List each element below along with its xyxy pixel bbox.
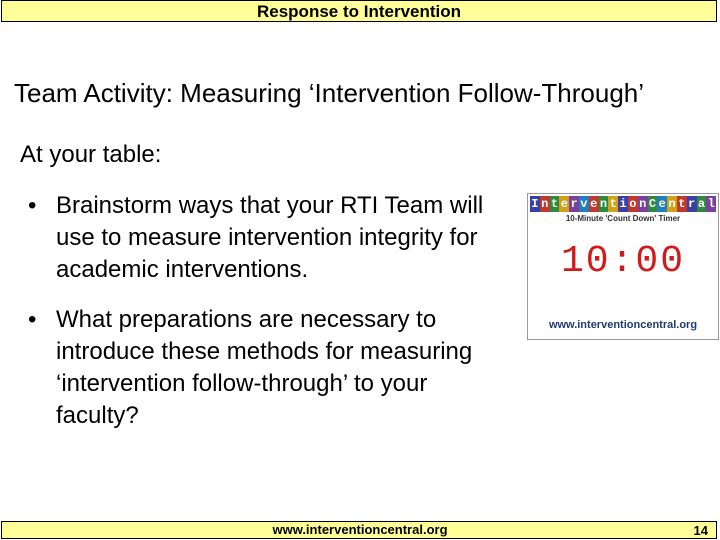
timer-url: www.interventioncentral.org: [548, 319, 698, 331]
logo-letter: e: [560, 197, 568, 211]
logo-letter: n: [541, 197, 549, 211]
logo-letter: I: [531, 197, 539, 211]
logo-letter: e: [590, 197, 598, 211]
logo-letter: l: [707, 197, 715, 211]
logo-letter: r: [570, 197, 578, 211]
header-bar: [1, 0, 717, 22]
list-item: [28, 304, 476, 432]
bullet-list: [28, 190, 498, 432]
logo-letter: o: [629, 197, 637, 211]
logo-letter: t: [609, 197, 617, 211]
header-title: Response to Intervention: [256, 2, 462, 21]
bullet-text: Brainstorm ways that your RTI Team will use to measure intervention integrity for academic interventions.: [56, 192, 484, 283]
logo-letter: C: [648, 197, 657, 211]
list-item: [28, 190, 498, 286]
footer-url: www.interventioncentral.org: [272, 522, 448, 537]
bullet-text: What preparations are necessary to introduce these methods for measuring ‘intervention follow-through’ to your faculty?: [56, 306, 473, 429]
logo-letter: a: [697, 197, 706, 211]
bullet-icon: •: [28, 306, 37, 333]
logo-letter: t: [550, 197, 559, 211]
logo-letter: t: [678, 197, 686, 211]
logo-letter: i: [619, 197, 627, 211]
slide-title: Team Activity: Measuring ‘Intervention Follow-Through’: [14, 78, 645, 108]
slide-subtitle: At your table:: [20, 141, 162, 168]
intervention-central-logo: [530, 196, 716, 212]
timer-subtitle: 10-Minute 'Count Down' Timer: [565, 214, 681, 223]
countdown-timer-image: [527, 193, 719, 340]
footer-bar: [1, 521, 717, 539]
logo-letter: n: [668, 197, 676, 211]
bullet-icon: •: [28, 192, 37, 219]
logo-letter: v: [580, 197, 588, 211]
logo-letter: r: [688, 197, 696, 211]
page-number: 14: [693, 523, 708, 538]
timer-display: 10:00: [560, 240, 686, 283]
logo-letter: e: [658, 197, 666, 211]
logo-letter: n: [639, 197, 647, 211]
logo-letter: n: [599, 197, 608, 211]
